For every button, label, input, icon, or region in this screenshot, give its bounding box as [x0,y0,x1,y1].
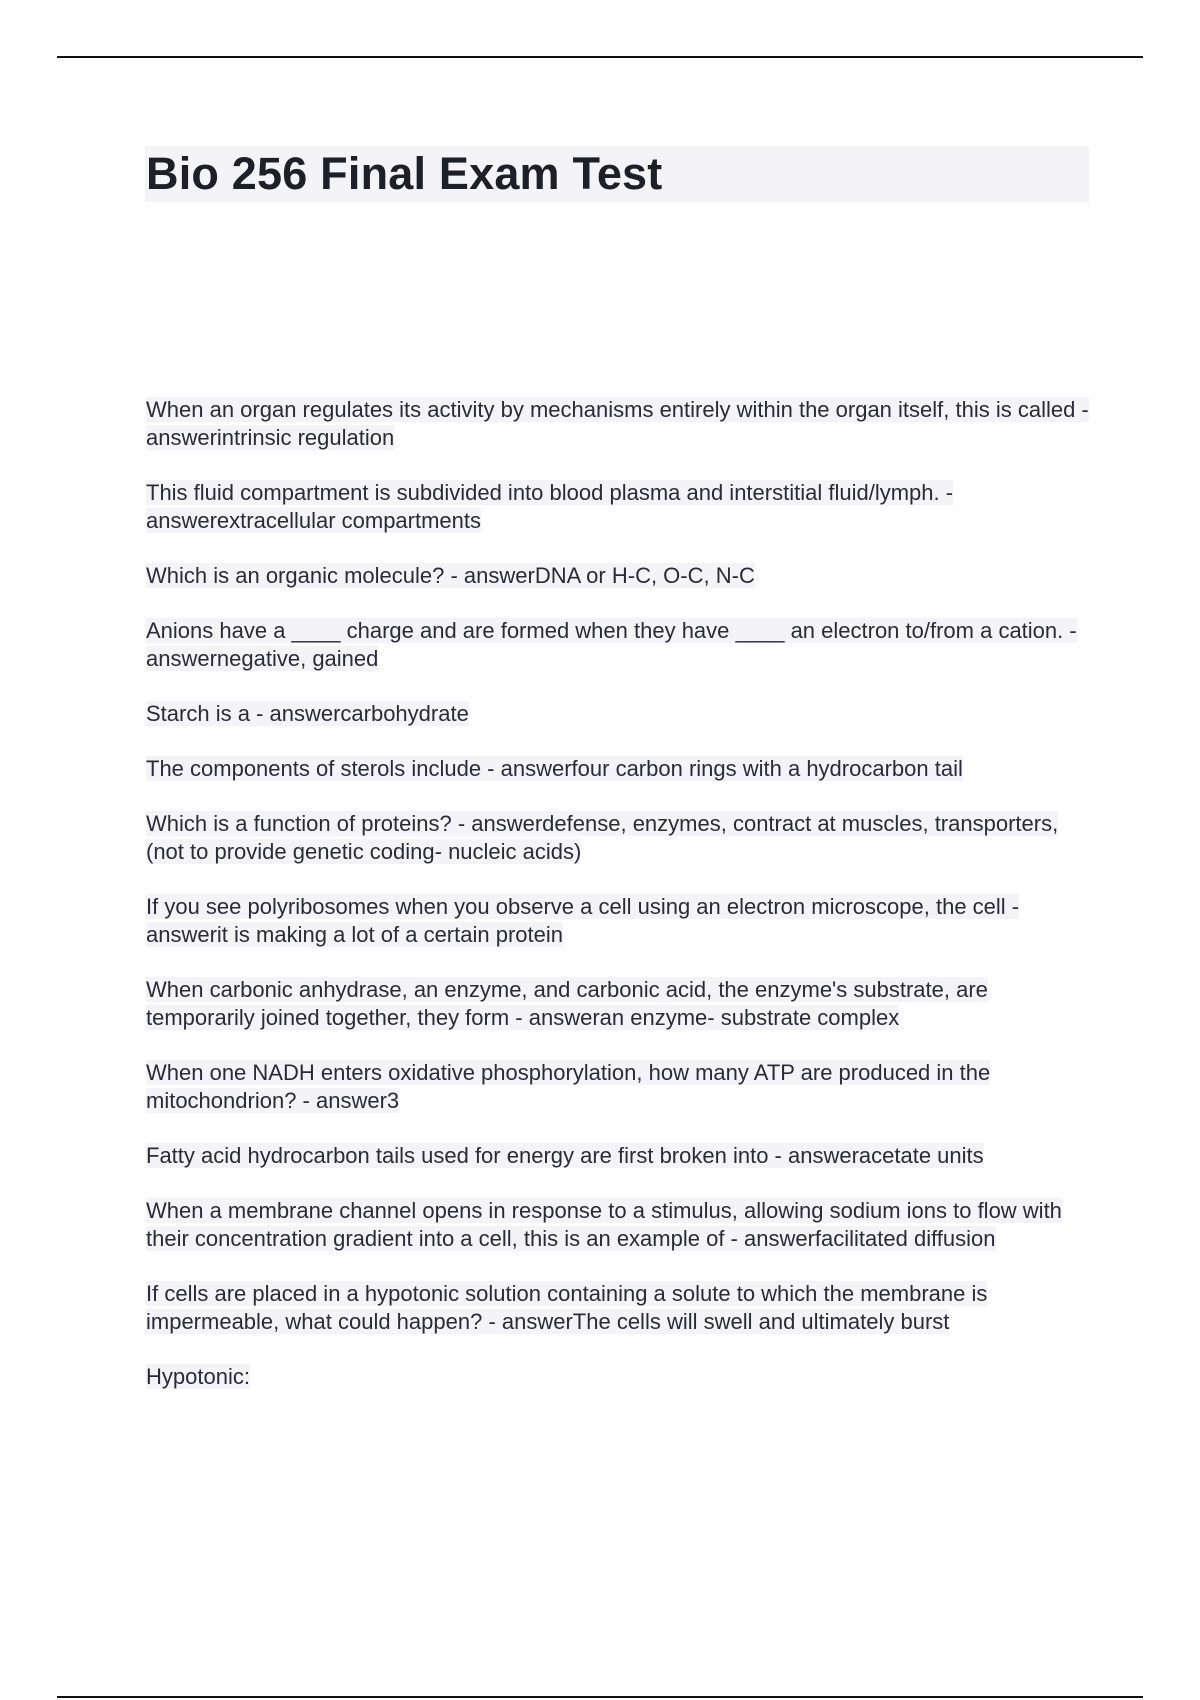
question-answer-list [146,396,1090,1418]
qa-text: Which is an organic molecule? - answerDNA or H-C, O-C, N-C [146,563,755,588]
qa-item-7 [146,810,1090,866]
qa-item-8 [146,893,1090,949]
qa-item-13 [146,1280,1090,1336]
qa-item-1 [146,396,1090,452]
qa-item-5 [146,700,1090,728]
qa-text: When carbonic anhydrase, an enzyme, and carbonic acid, the enzyme's substrate, are temporarily joined together, they form - answeran enzyme- substrate complex [146,977,988,1030]
qa-item-4 [146,617,1090,673]
qa-item-3 [146,562,1090,590]
qa-text: Anions have a ____ charge and are formed when they have ____ an electron to/from a cation. - answernegative, gained [146,618,1077,671]
qa-item-10 [146,1059,1090,1115]
qa-text: If you see polyribosomes when you observe a cell using an electron microscope, the cell - answerit is making a lot of a certain protein [146,894,1020,947]
top-rule [57,56,1143,58]
bottom-rule [57,1696,1143,1698]
qa-item-11 [146,1142,1090,1170]
qa-text: When a membrane channel opens in response to a stimulus, allowing sodium ions to flow with their concentration gradient into a cell, this is an example of - answerfacilitated diffusion [146,1198,1062,1251]
qa-text: This fluid compartment is subdivided into blood plasma and interstitial fluid/lymph. - answerextracellular compartments [146,480,954,533]
qa-text: When an organ regulates its activity by mechanisms entirely within the organ itself, this is called - answerintrinsic regulation [146,397,1089,450]
qa-item-6 [146,755,1090,783]
qa-text: If cells are placed in a hypotonic solution containing a solute to which the membrane is impermeable, what could happen? - answerThe cells will swell and ultimately burst [146,1281,988,1334]
qa-item-14 [146,1363,1090,1391]
qa-text: The components of sterols include - answerfour carbon rings with a hydrocarbon tail [146,756,963,781]
qa-item-2 [146,479,1090,535]
qa-text: Which is a function of proteins? - answerdefense, enzymes, contract at muscles, transporters, (not to provide genetic coding- nucleic acids) [146,811,1059,864]
qa-item-12 [146,1197,1090,1253]
qa-text: Fatty acid hydrocarbon tails used for energy are first broken into - answeracetate units [146,1143,984,1168]
qa-item-9 [146,976,1090,1032]
page-title: Bio 256 Final Exam Test [146,148,663,199]
qa-text: Hypotonic: [146,1364,250,1389]
qa-text: When one NADH enters oxidative phosphorylation, how many ATP are produced in the mitochondrion? - answer3 [146,1060,991,1113]
qa-text: Starch is a - answercarbohydrate [146,701,469,726]
